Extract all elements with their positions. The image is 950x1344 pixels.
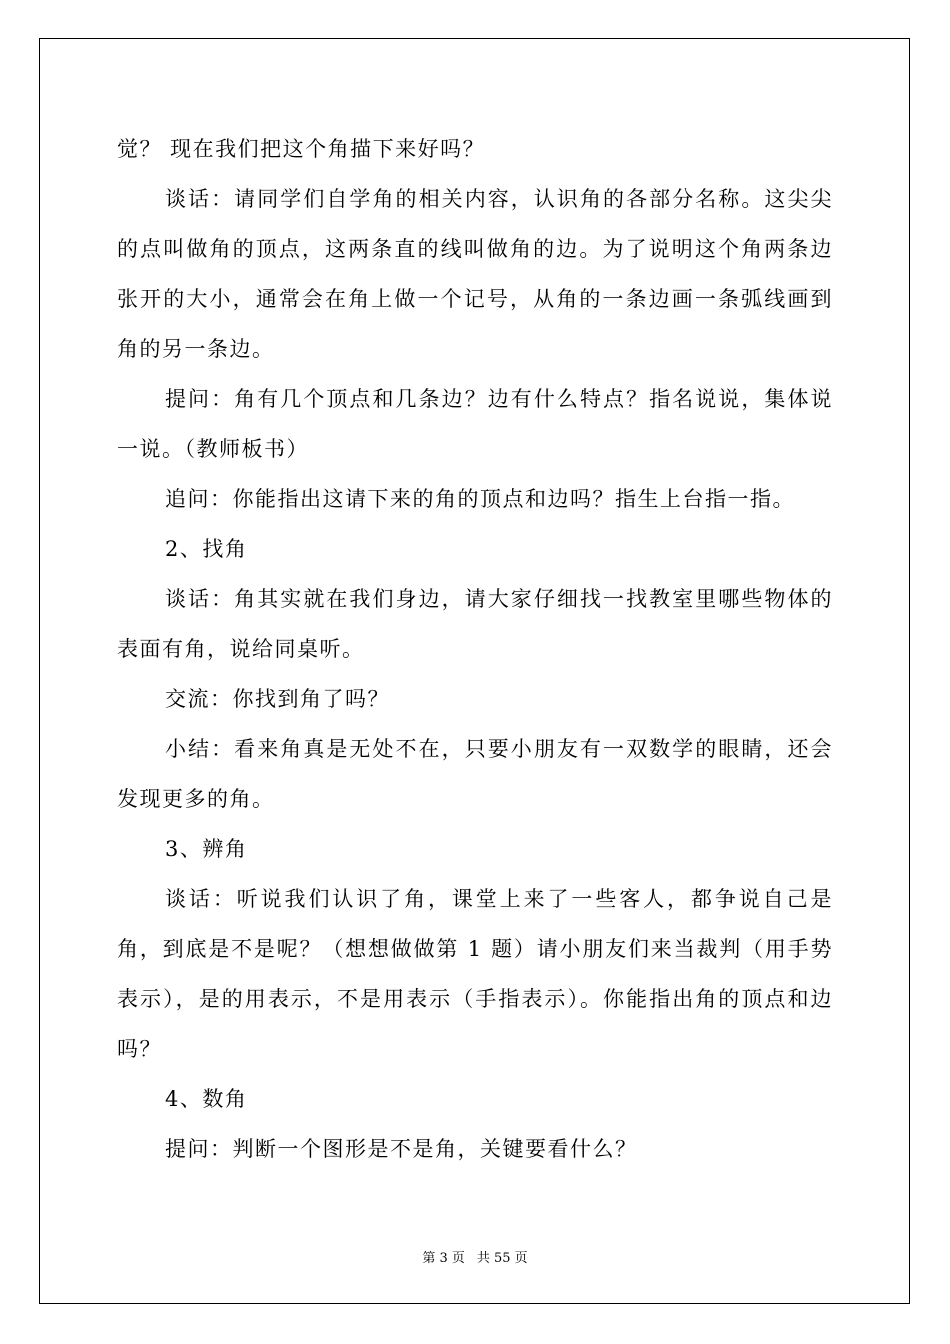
paragraph-9: 提问：判断一个图形是不是角，关键要看什么？ <box>165 1137 638 1161</box>
paragraph-2: 谈话：请同学们自学角的相关内容，认识角的各部分名称。这尖尖的点叫做角的顶点，这两条直的线叫做角的边。为了说明这个角两条边张开的大小，通常会在角上做一个记号，从角的一条边画一条弧线画到角的另一条边。 <box>117 187 833 361</box>
section-heading-find-angle: 2、找角 <box>165 537 248 561</box>
paragraph-1: 觉？ 现在我们把这个角描下来好吗？ <box>117 137 486 161</box>
paragraph-3: 提问：角有几个顶点和几条边？边有什么特点？指名说说，集体说一说。（教师板书） <box>117 387 833 461</box>
paragraph-6: 交流：你找到角了吗？ <box>165 687 390 711</box>
section-heading-count-angle: 4、数角 <box>165 1087 248 1111</box>
page-footer <box>0 1247 950 1266</box>
paragraph-5: 谈话：角其实就在我们身边，请大家仔细找一找教室里哪些物体的表面有角，说给同桌听。 <box>117 587 833 661</box>
document-body <box>117 124 833 1174</box>
page-number: 第 3 页 <box>422 1251 465 1266</box>
paragraph-4: 追问：你能指出这请下来的角的顶点和边吗？指生上台指一指。 <box>165 487 795 511</box>
section-heading-identify-angle: 3、辨角 <box>165 837 248 861</box>
paragraph-8: 谈话：听说我们认识了角，课堂上来了一些客人，都争说自己是角，到底是不是呢？（想想做做第 1 题）请小朋友们来当裁判（用手势表示），是的用表示，不是用表示（手指表示）。你能指出角的顶点和边吗？ <box>117 887 833 1061</box>
page-total: 共 55 页 <box>476 1251 528 1266</box>
paragraph-7: 小结：看来角真是无处不在，只要小朋友有一双数学的眼睛，还会发现更多的角。 <box>117 737 833 811</box>
